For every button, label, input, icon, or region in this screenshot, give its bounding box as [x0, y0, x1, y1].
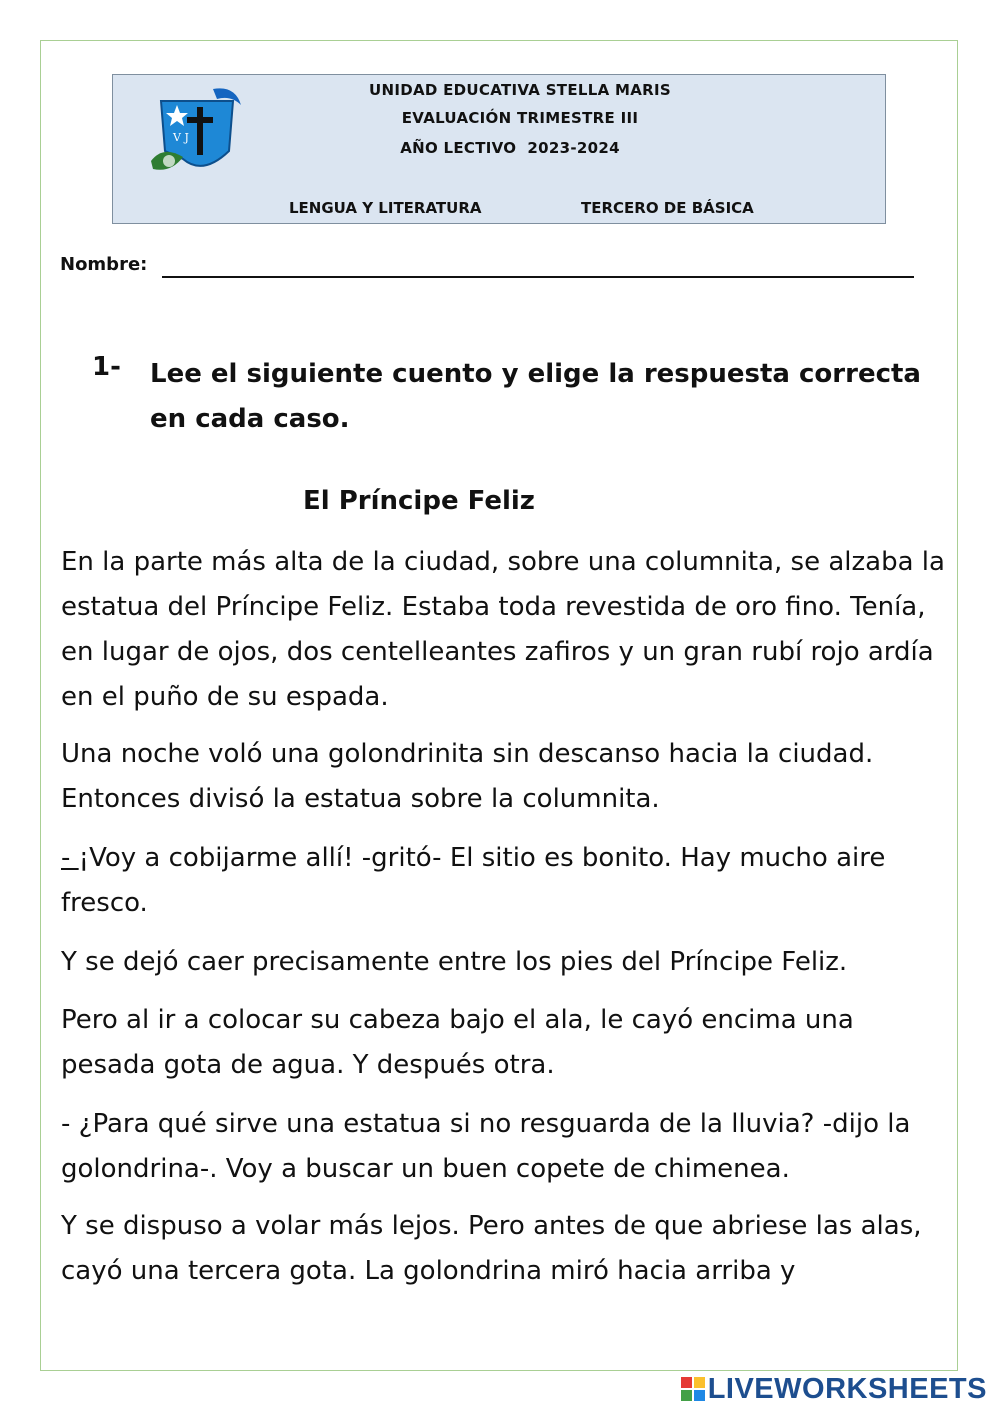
subject-label: LENGUA Y LITERATURA: [289, 199, 482, 217]
story-paragraph: [61, 836, 951, 926]
dialogue-dash: -: [61, 843, 79, 873]
story-title: El Príncipe Feliz: [303, 486, 535, 516]
evaluation-title: EVALUACIÓN TRIMESTRE III: [401, 109, 639, 127]
name-input-line[interactable]: [162, 276, 914, 278]
story-paragraph: Pero al ir a colocar su cabeza bajo el ala, le cayó encima una pesada gota de agua. Y después otra.: [61, 1005, 854, 1080]
logo-letters: V J: [173, 131, 189, 144]
name-field: Nombre:: [60, 254, 148, 275]
liveworksheets-brand[interactable]: [680, 1371, 987, 1407]
story-paragraph: Una noche voló una golondrinita sin descanso hacia la ciudad. Entonces divisó la estatua sobre la columnita.: [61, 739, 874, 814]
school-header: [112, 74, 886, 224]
question-number: 1-: [92, 352, 121, 382]
story-paragraph: Y se dejó caer precisamente entre los pies del Príncipe Feliz.: [61, 947, 848, 977]
grade-label: TERCERO DE BÁSICA: [581, 199, 754, 217]
story-paragraph: - ¿Para qué sirve una estatua si no resguarda de la lluvia? -dijo la golondrina-. Voy a buscar un buen copete de chimenea.: [61, 1109, 911, 1184]
question-text: Lee el siguiente cuento y elige la respuesta correcta en cada caso.: [150, 359, 921, 434]
dialogue-text: ¡Voy a cobijarme allí! -gritó- El sitio es bonito. Hay mucho aire fresco.: [61, 843, 886, 918]
brand-text: LIVEWORKSHEETS: [707, 1372, 987, 1405]
school-year: AÑO LECTIVO 2023-2024: [400, 139, 620, 157]
story-paragraph: Y se dispuso a volar más lejos. Pero antes de que abriese las alas, cayó una tercera gota. La golondrina miró hacia arriba y: [61, 1211, 922, 1286]
story-paragraph: En la parte más alta de la ciudad, sobre una columnita, se alzaba la estatua del Príncipe Feliz. Estaba toda revestida de oro fino. Tenía, en lugar de ojos, dos centelleantes zafiros y un gran rubí rojo ardía en el puño de su espada.: [61, 547, 945, 712]
liveworksheets-logo-icon: [680, 1376, 706, 1402]
name-label: Nombre: [60, 254, 141, 275]
school-name: UNIDAD EDUCATIVA STELLA MARIS: [368, 81, 671, 99]
